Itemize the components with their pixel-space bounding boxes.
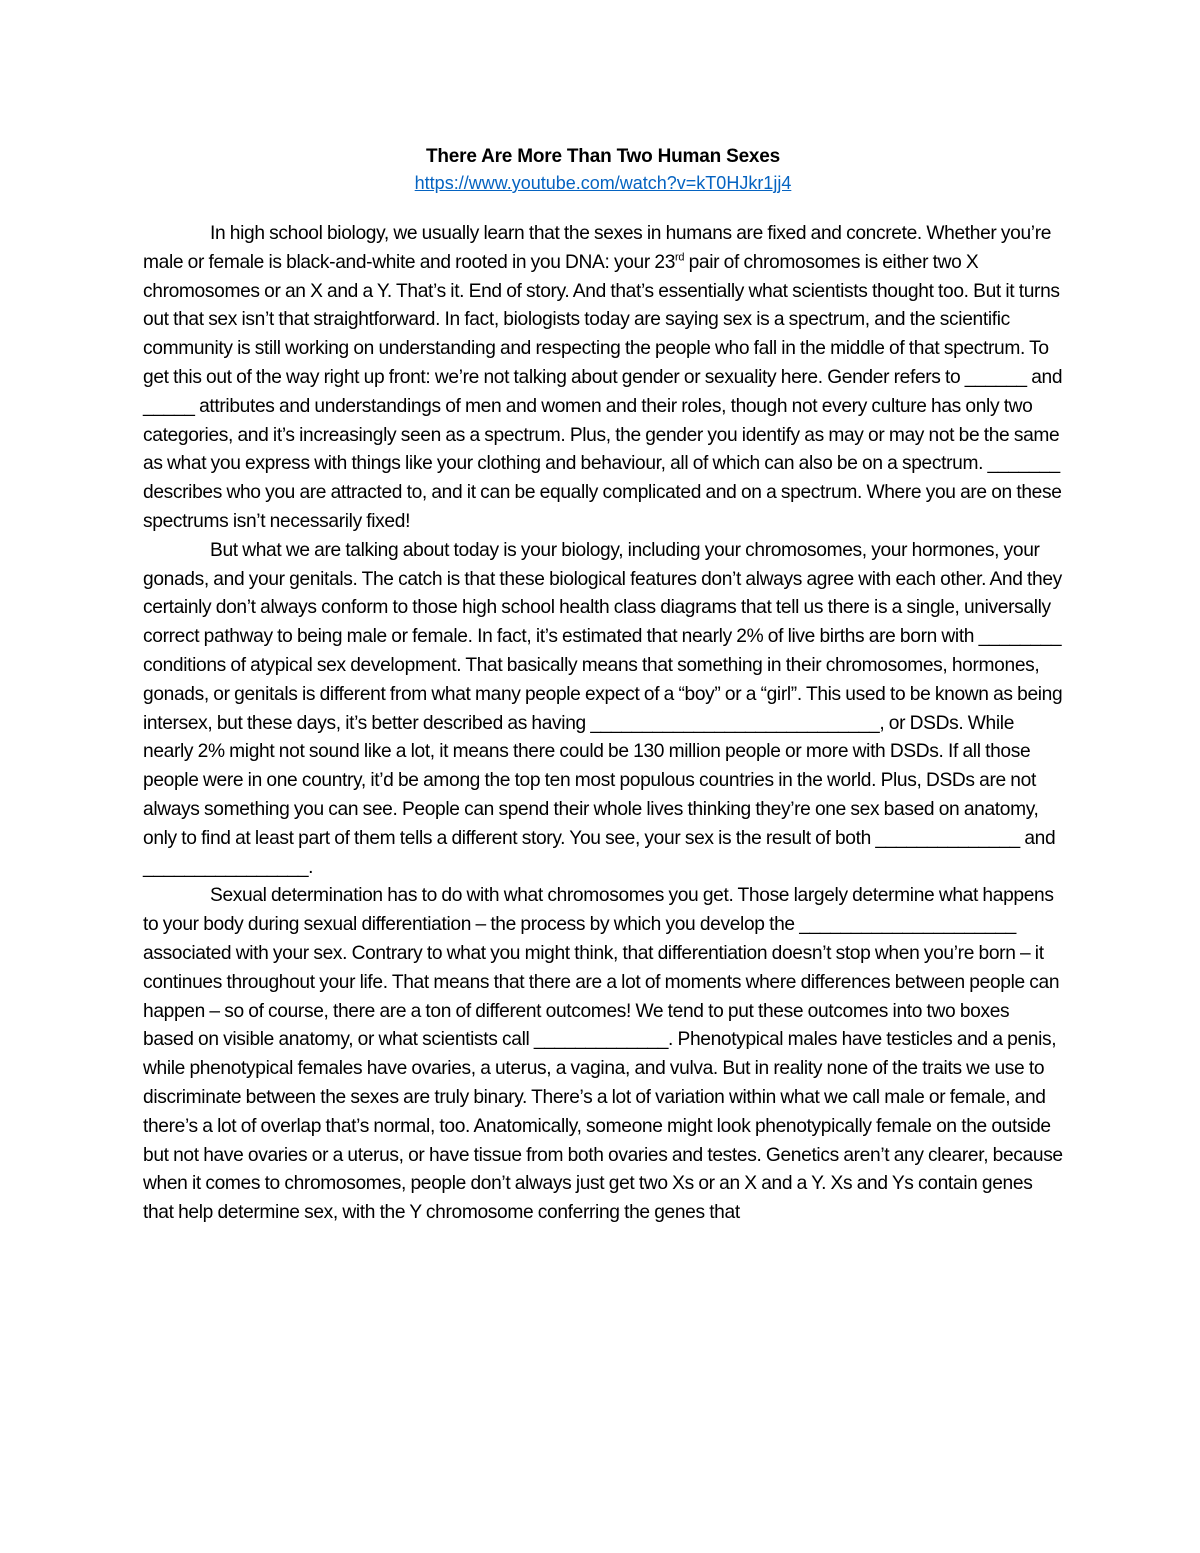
video-link[interactable]: https://www.youtube.com/watch?v=kT0HJkr1jj4 xyxy=(414,173,792,193)
paragraph-1-part-b: pair of chromosomes is either two X chromosomes or an X and a Y. That’s it. End of story. And that’s essentially what scientists thought too. But it turns out that sex isn’t that straightforward. In fact, biologists today are saying sex is a spectrum, and the scientific community is still working on understanding and respecting the people who fall in the middle of that spectrum. To get this out of the way right up front: we’re not talking about gender or sexuality here. Gender refers to ______ and _____ attributes and understandings of men and women and their roles, though not every culture has only two categories, and it’s increasingly seen as a spectrum. Plus, the gender you identify as may or may not be the same as what you express with things like your clothing and behaviour, all of which can also be on a spectrum. _______ describes who you are attracted to, and it can be equally complicated and on a spectrum. Where you are on these spectrums isn’t necessarily fixed! xyxy=(143,251,1063,532)
paragraph-3: Sexual determination has to do with what chromosomes you get. Those largely determine what happens to your body during sexual differentiation – the process by which you develop the _____________________ associated with your sex. Contrary to what you might think, that differentiation doesn’t stop when you’re born – it continues throughout your life. That means that there are a lot of moments where differences between people can happen – so of course, there are a ton of different outcomes! We tend to put these outcomes into two boxes based on visible anatomy, or what scientists call _____________. Phenotypical males have testicles and a penis, while phenotypical females have ovaries, a uterus, a vagina, and vulva. But in reality none of the traits we use to discriminate between the sexes are truly binary. There’s a lot of variation within what we call male or female, and there’s a lot of overlap that’s normal, too. Anatomically, someone might look phenotypically female on the outside but not have ovaries or a uterus, or have tissue from both ovaries and testes. Genetics aren’t any clearer, because when it comes to chromosomes, people don’t always just get two Xs or an X and a Y. Xs and Ys contain genes that help determine sex, with the Y chromosome conferring the genes that xyxy=(143,885,1063,1224)
document-title: There Are More Than Two Human Sexes xyxy=(425,146,781,167)
superscript-rd: rd xyxy=(675,251,685,264)
paragraph-1-part-a: In high school biology, we usually learn that the sexes in humans are fixed and concrete. Whether you’re male or female is black-and-white and rooted in you DNA: your 23 xyxy=(143,223,1052,273)
paragraph-1 xyxy=(143,220,1063,537)
paragraph-2: But what we are talking about today is your biology, including your chromosomes, your hormones, your gonads, and your genitals. The catch is that these biological features don’t always agree with each other. And they certainly don’t always conform to those high school health class diagrams that tell us there is a single, universally correct pathway to being male or female. In fact, it’s estimated that nearly 2% of live births are born with ________ conditions of atypical sex development. That basically means that something in their chromosomes, hormones, gonads, or genitals is different from what many people expect of a “boy” or a “girl”. This used to be known as being intersex, but these days, it’s better described as having ____________________________, or DSDs. While nearly 2% might not sound like a lot, it means there could be 130 million people or more with DSDs. If all those people were in one country, it’d be among the top ten most populous countries in the world. Plus, DSDs are not always something you can see. People can spend their whole lives thinking they’re one sex based on anatomy, only to find at least part of them tells a different story. You see, your sex is the result of both ______________ and ________________. xyxy=(143,539,1063,878)
document-page xyxy=(143,144,1063,1228)
